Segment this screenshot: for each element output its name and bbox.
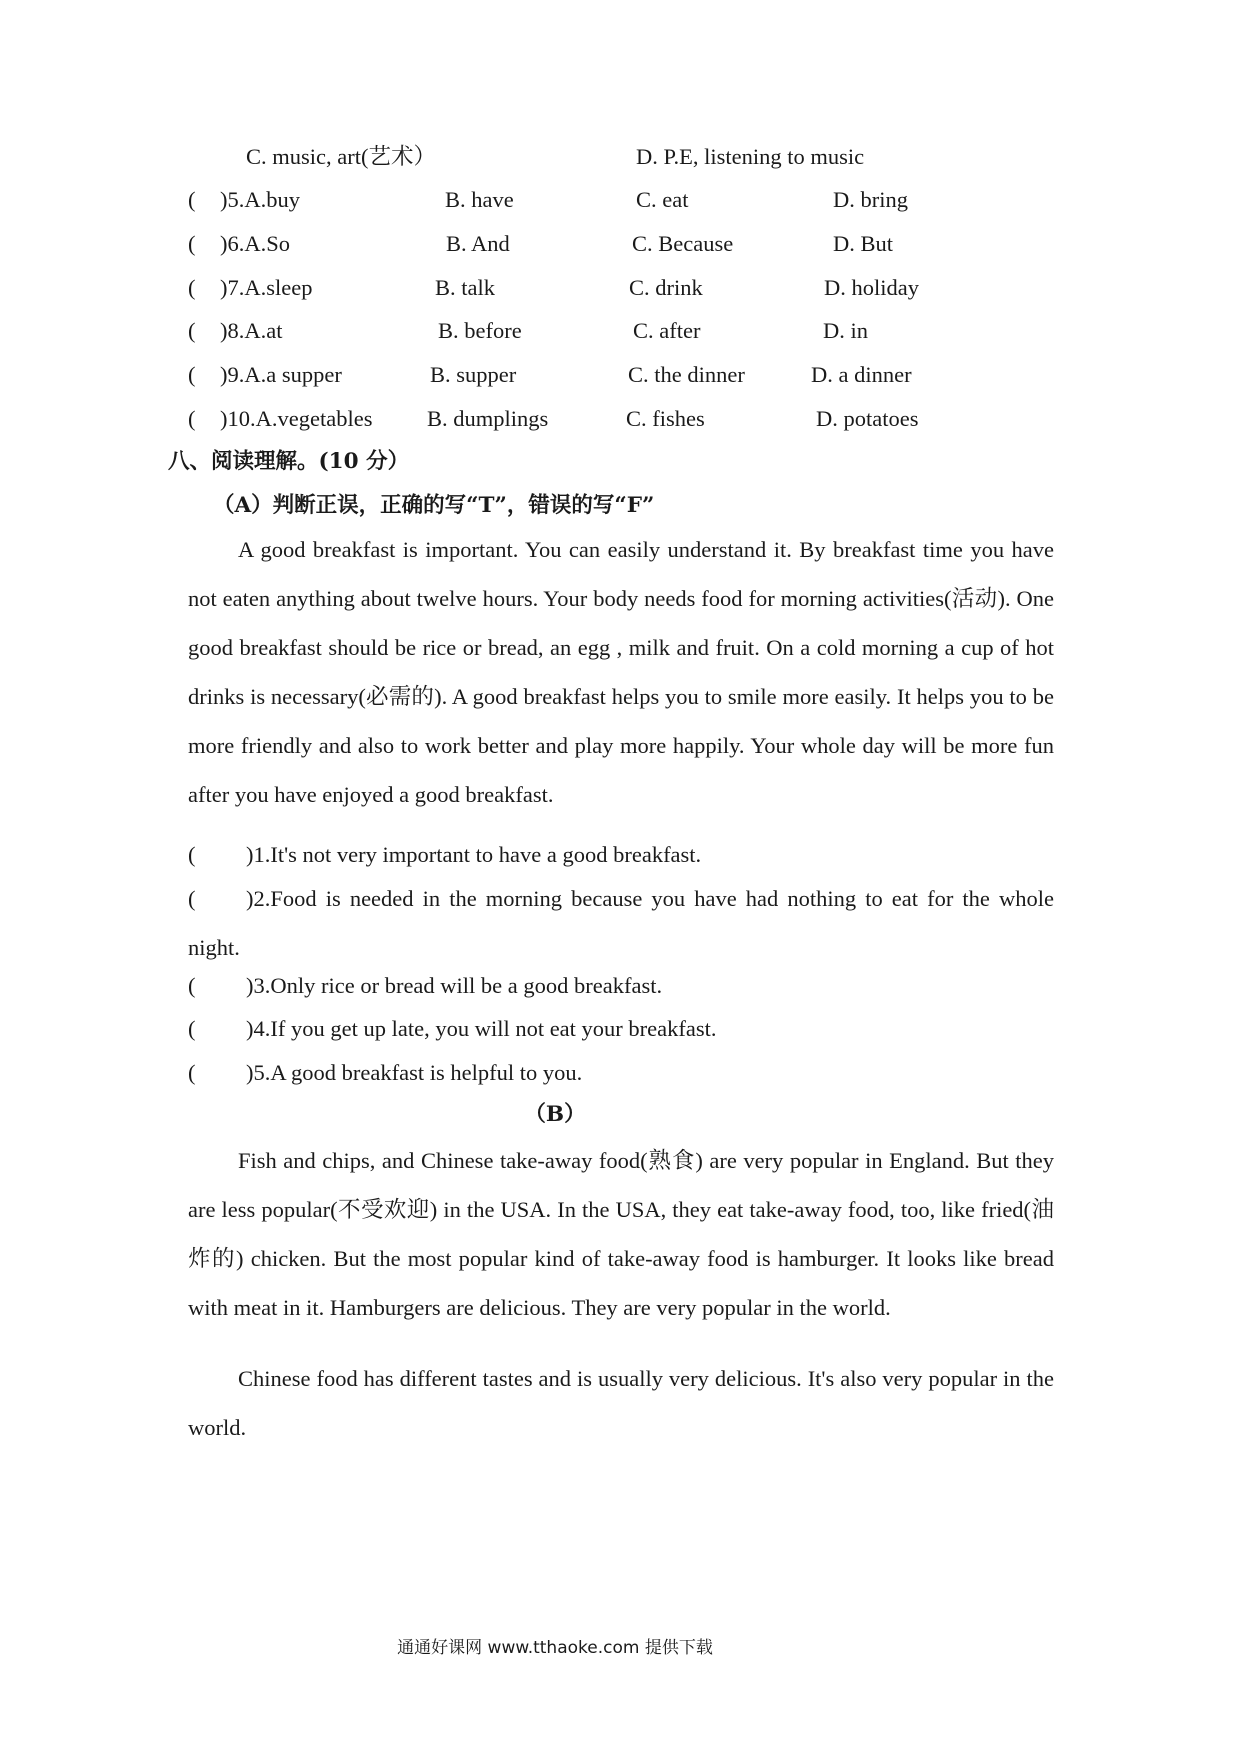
option-c: C. after — [633, 318, 701, 343]
answer-paren: ( — [188, 318, 196, 343]
answer-paren: ( — [188, 1060, 196, 1085]
answer-paren: ( — [188, 231, 196, 256]
answer-paren: ( — [188, 1016, 196, 1041]
option-b: B. supper — [430, 362, 517, 387]
footer-credit: 通通好课网 www.tthaoke.com 提供下载 — [397, 1638, 713, 1658]
statement-item — [188, 1004, 1054, 1053]
answer-paren: ( — [188, 886, 196, 911]
statement-text: )5.A good breakfast is helpful to you. — [246, 1060, 583, 1085]
option-d: D. potatoes — [816, 406, 919, 431]
option-c: C. Because — [632, 231, 734, 256]
statement-item — [188, 874, 1054, 972]
statement-text: )3.Only rice or bread will be a good breakfast. — [246, 973, 663, 998]
statement-text: )2.Food is needed in the morning because you have had nothing to eat for the whole night. — [188, 886, 1054, 960]
part-a-title: （A）判断正误，正确的写“T”，错误的写“F” — [213, 493, 655, 518]
question-row — [188, 185, 1068, 215]
option-b: B. talk — [435, 275, 495, 300]
statement-text: )4.If you get up late, you will not eat your breakfast. — [246, 1016, 717, 1041]
option-a: )9.A.a supper — [220, 362, 342, 387]
option-d: D. a dinner — [811, 362, 912, 387]
part-b-title: （B） — [524, 1102, 586, 1127]
option-b: B. have — [445, 187, 514, 212]
option-d: D. bring — [833, 187, 908, 212]
answer-paren: ( — [188, 362, 196, 387]
question-row — [188, 360, 1068, 390]
option-d-carryover: D. P.E, listening to music — [636, 144, 865, 169]
option-c: C. fishes — [626, 406, 705, 431]
section-title: 八、阅读理解。(10 分） — [168, 449, 410, 474]
option-a: )8.A.at — [220, 318, 283, 343]
question-row — [188, 316, 1068, 346]
answer-paren: ( — [188, 973, 196, 998]
option-b: B. before — [438, 318, 522, 343]
passage-a: A good breakfast is important. You can easily understand it. By breakfast time you have not eaten anything about twelve hours. Your body needs food for morning activities(活动). One good breakfast should be rice or bread, an egg , milk and fruit. On a cold morning a cup of hot drinks is necessary(必需的). A good breakfast helps you to smile more easily. It helps you to be more friendly and also to work better and play more happily. Your whole day will be more fun after you have enjoyed a good breakfast. — [188, 537, 1054, 807]
question-row — [188, 229, 1068, 259]
statement-text: )1.It's not very important to have a good breakfast. — [246, 842, 702, 867]
answer-paren: ( — [188, 275, 196, 300]
statement-item — [188, 830, 1054, 879]
option-c: C. eat — [636, 187, 689, 212]
statement-item — [188, 1048, 1054, 1097]
option-b: B. dumplings — [427, 406, 549, 431]
option-c-carryover: C. music, art(艺术） — [246, 144, 436, 169]
option-a: )10.A.vegetables — [220, 406, 373, 431]
statement-item — [188, 961, 1054, 1010]
option-c: C. drink — [629, 275, 703, 300]
option-a: )7.A.sleep — [220, 275, 313, 300]
option-a: )5.A.buy — [220, 187, 300, 212]
option-b: B. And — [446, 231, 510, 256]
question-row — [188, 273, 1068, 303]
option-c: C. the dinner — [628, 362, 745, 387]
option-d: D. But — [833, 231, 894, 256]
answer-paren: ( — [188, 406, 196, 431]
answer-paren: ( — [188, 842, 196, 867]
answer-paren: ( — [188, 187, 196, 212]
option-a: )6.A.So — [220, 231, 291, 256]
question-row — [188, 404, 1068, 434]
passage-b-paragraph: Fish and chips, and Chinese take-away food(熟食) are very popular in England. But they are less popular(不受欢迎) in the USA. In the USA, they eat take-away food, too, like fried(油炸的) chicken. But the most popular kind of take-away food is hamburger. It looks like bread with meat in it. Hamburgers are delicious. They are very popular in the world. — [188, 1148, 1054, 1320]
option-d: D. in — [823, 318, 868, 343]
option-d: D. holiday — [824, 275, 919, 300]
passage-b-paragraph: Chinese food has different tastes and is usually very delicious. It's also very popular in the world. — [188, 1366, 1054, 1440]
